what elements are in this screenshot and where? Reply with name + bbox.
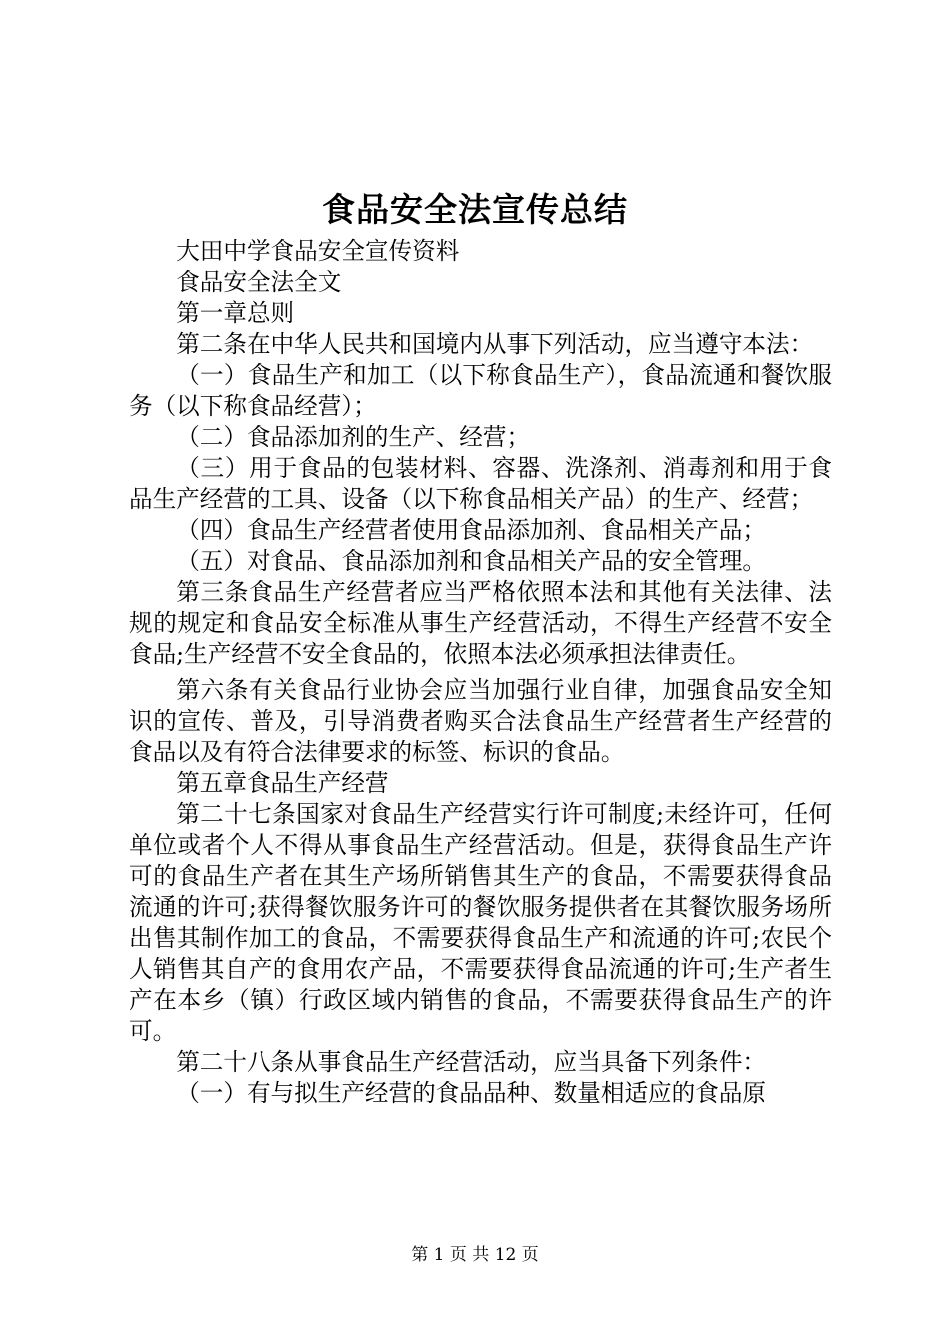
paragraph-item-5: （五）对食品、食品添加剂和食品相关产品的安全管理。 <box>176 547 767 575</box>
paragraph-school-header: 大田中学食品安全宣传资料 <box>176 237 460 265</box>
paragraph-item-2: （二）食品添加剂的生产、经营； <box>176 423 531 451</box>
paragraph-law-fulltext-label: 食品安全法全文 <box>176 268 342 296</box>
paragraph-item-4: （四）食品生产经营者使用食品添加剂、食品相关产品； <box>176 516 767 544</box>
paragraph-article-6: 第六条有关食品行业协会应当加强行业自律，加强食品安全知识的宣传、普及，引导消费者购买合法食品生产经营者生产经营的食品以及有符合法律要求的标签、标识的食品。 <box>129 676 832 766</box>
paragraph-article-2: 第二条在中华人民共和国境内从事下列活动，应当遵守本法： <box>176 330 814 358</box>
paragraph-article-28: 第二十八条从事食品生产经营活动，应当具备下列条件： <box>176 1048 767 1076</box>
paragraph-item-1: （一）食品生产和加工（以下称食品生产），食品流通和餐饮服务（以下称食品经营）； <box>129 361 832 420</box>
paragraph-article-3: 第三条食品生产经营者应当严格依照本法和其他有关法律、法规的规定和食品安全标准从事生产经营活动，不得生产经营不安全食品;生产经营不安全食品的，依照本法必须承担法律责任。 <box>129 578 832 668</box>
page-number-footer: 第 1 页 共 12 页 <box>411 1245 539 1265</box>
paragraph-article-28-item-1: （一）有与拟生产经营的食品品种、数量相适应的食品原 <box>176 1079 767 1107</box>
paragraph-item-3: （三）用于食品的包装材料、容器、洗涤剂、消毒剂和用于食品生产经营的工具、设备（以下称食品相关产品）的生产、经营； <box>129 454 832 513</box>
paragraph-article-27: 第二十七条国家对食品生产经营实行许可制度;未经许可，任何单位或者个人不得从事食品生产经营活动。但是，获得食品生产许可的食品生产者在其生产场所销售其生产的食品，不需要获得食品流通的许可;获得餐饮服务许可的餐饮服务提供者在其餐饮服务场所出售其制作加工的食品，不需要获得食品生产和流通的许可;农民个人销售其自产的食用农产品，不需要获得食品流通的许可;生产者生产在本乡（镇）行政区域内销售的食品，不需要获得食品生产的许可。 <box>129 800 832 1045</box>
document-body <box>129 236 832 1109</box>
paragraph-chapter-five: 第五章食品生产经营 <box>176 769 389 797</box>
paragraph-chapter-one: 第一章总则 <box>176 299 295 327</box>
document-title: 食品安全法宣传总结 <box>322 190 628 229</box>
